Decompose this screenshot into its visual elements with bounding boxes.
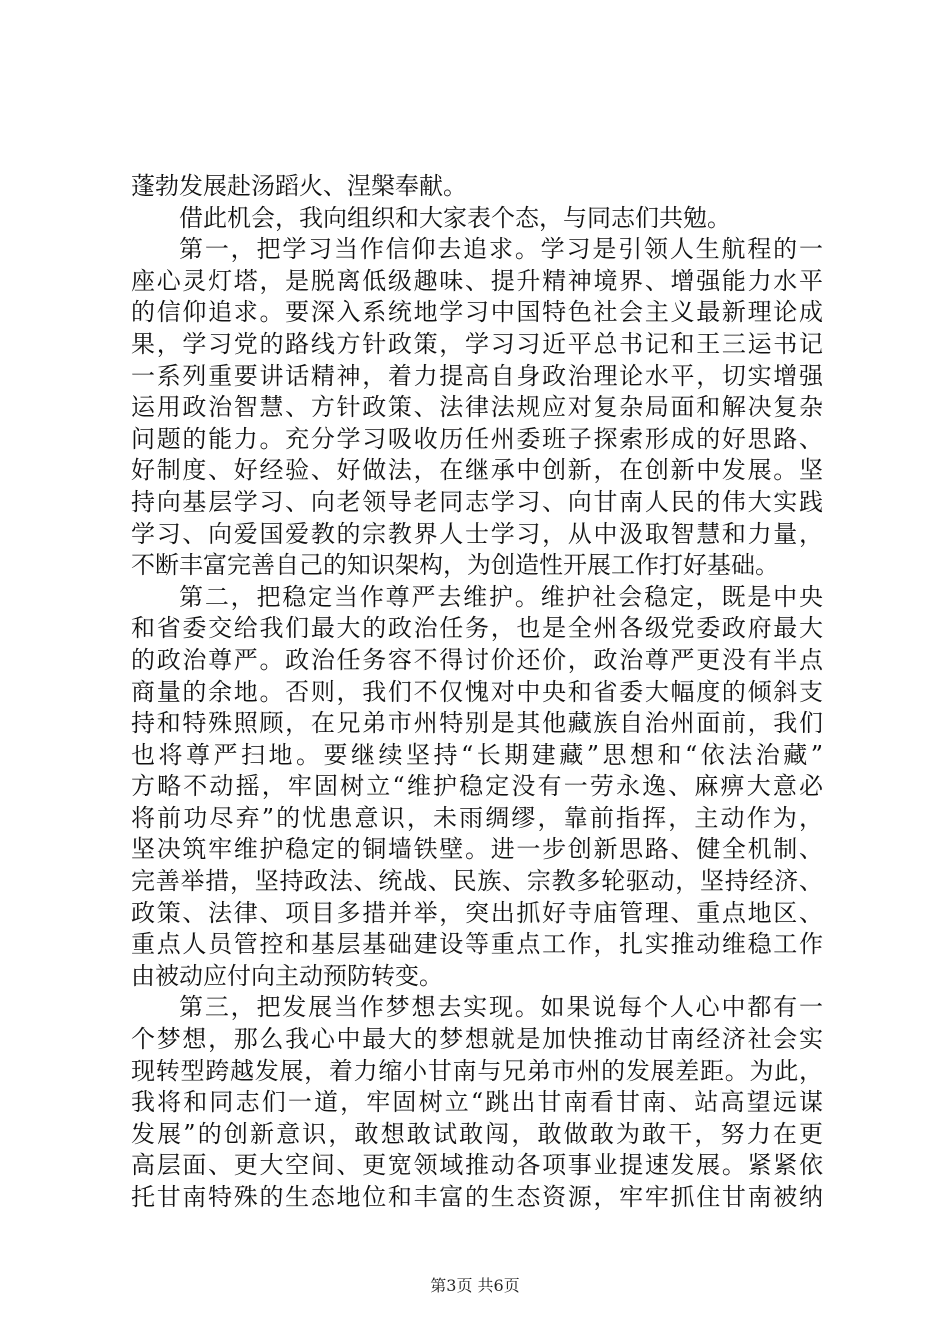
- text-line: 持向基层学习、向老领导老同志学习、向甘南人民的伟大实践: [131, 487, 823, 516]
- text-line: 运用政治智慧、方针政策、法律法规应对复杂局面和解决复杂: [131, 393, 823, 422]
- text-line: 好制度、好经验、好做法，在继承中创新，在创新中发展。坚: [131, 456, 823, 485]
- page-number-footer: 第3页 共6页: [430, 1276, 520, 1295]
- text-line: 第一，把学习当作信仰去追求。学习是引领人生航程的一: [179, 235, 823, 264]
- text-line: 的政治尊严。政治任务容不得讨价还价，政治尊严更没有半点: [131, 645, 823, 674]
- text-line: 第三，把发展当作梦想去实现。如果说每个人心中都有一: [179, 993, 823, 1022]
- text-line: 将前功尽弃”的忧患意识，未雨绸缪，靠前指挥，主动作为，: [131, 803, 823, 832]
- text-line: 学习、向爱国爱教的宗教界人士学习，从中汲取智慧和力量，: [131, 519, 823, 548]
- text-line: 果，学习党的路线方针政策，学习习近平总书记和王三运书记: [131, 329, 823, 358]
- text-line: 重点人员管控和基层基础建设等重点工作，扎实推动维稳工作: [131, 930, 823, 959]
- text-line: 一系列重要讲话精神，着力提高自身政治理论水平，切实增强: [131, 361, 823, 390]
- text-line: 座心灵灯塔，是脱离低级趣味、提升精神境界、增强能力水平: [131, 266, 823, 295]
- document-body: [131, 171, 823, 1214]
- text-line: 政策、法律、项目多措并举，突出抓好寺庙管理、重点地区、: [131, 898, 823, 927]
- text-line: 托甘南特殊的生态地位和丰富的生态资源，牢牢抓住甘南被纳: [131, 1183, 823, 1211]
- text-line: 完善举措，坚持政法、统战、民族、宗教多轮驱动，坚持经济、: [131, 867, 823, 896]
- text-line: 蓬勃发展赴汤蹈火、涅槃奉献。: [131, 172, 467, 200]
- text-line: 个梦想，那么我心中最大的梦想就是加快推动甘南经济社会实: [131, 1025, 823, 1054]
- text-line: 现转型跨越发展，着力缩小甘南与兄弟市州的发展差距。为此，: [131, 1056, 823, 1085]
- text-line: 由被动应付向主动预防转变。: [131, 961, 443, 990]
- text-line: 和省委交给我们最大的政治任务，也是全州各级党委政府最大: [131, 614, 823, 643]
- text-line: 问题的能力。充分学习吸收历任州委班子探索形成的好思路、: [131, 424, 823, 453]
- text-line: 持和特殊照顾，在兄弟市州特别是其他藏族自治州面前，我们: [131, 709, 823, 738]
- text-line: 方略不动摇，牢固树立“维护稳定没有一劳永逸、麻痹大意必: [131, 772, 823, 801]
- text-line: 发展”的创新意识，敢想敢试敢闯，敢做敢为敢干，努力在更: [131, 1119, 823, 1148]
- text-line: 商量的余地。否则，我们不仅愧对中央和省委大幅度的倾斜支: [131, 677, 823, 706]
- text-line: 高层面、更大空间、更宽领域推动各项事业提速发展。紧紧依: [131, 1151, 823, 1180]
- text-line: 不断丰富完善自己的知识架构，为创造性开展工作打好基础。: [131, 551, 779, 580]
- text-line: 坚决筑牢维护稳定的铜墙铁壁。进一步创新思路、健全机制、: [131, 835, 823, 864]
- text-line: 的信仰追求。要深入系统地学习中国特色社会主义最新理论成: [131, 298, 823, 327]
- text-line: 也将尊严扫地。要继续坚持“长期建藏”思想和“依法治藏”: [131, 740, 823, 769]
- text-line: 第二，把稳定当作尊严去维护。维护社会稳定，既是中央: [179, 582, 823, 611]
- text-line: 借此机会，我向组织和大家表个态，与同志们共勉。: [179, 203, 731, 232]
- text-line: 我将和同志们一道，牢固树立“跳出甘南看甘南、站高望远谋: [131, 1088, 823, 1117]
